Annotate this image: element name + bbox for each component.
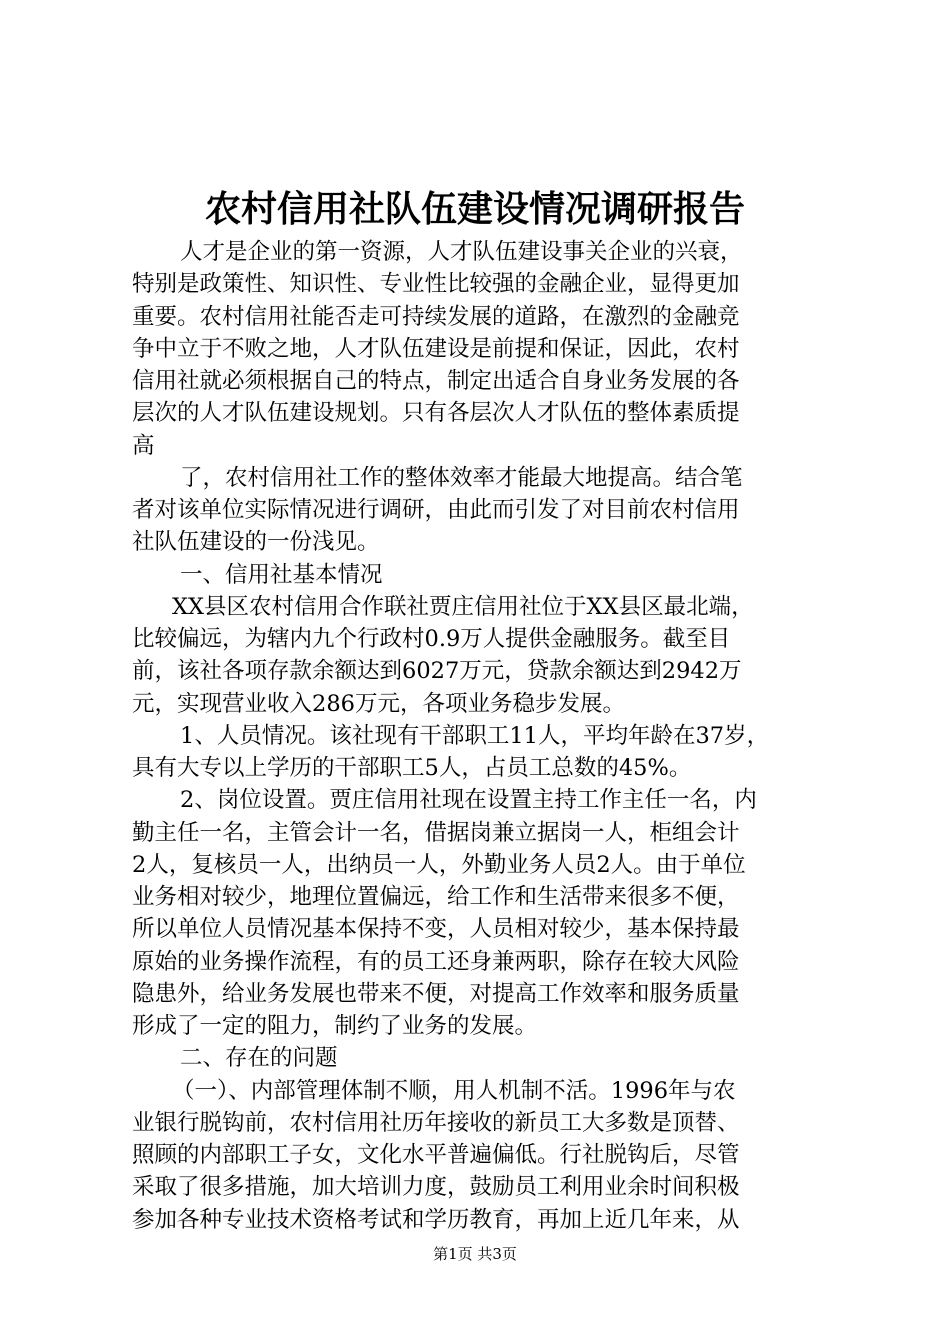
text-line: 信用社就必须根据自己的特点，制定出适合自身业务发展的各 <box>132 368 740 394</box>
text-line: 勤主任一名，主管会计一名，借据岗兼立据岗一人，柜组会计 <box>132 819 740 846</box>
text-line: 参加各种专业技术资格考试和学历教育，再加上近几年来，从 <box>132 1206 740 1233</box>
page-footer: 第1页 共3页 <box>433 1245 517 1263</box>
text-line: 人才是企业的第一资源，人才队伍建设事关企业的兴衰， <box>180 239 743 265</box>
text-line: 1、人员情况。该社现有干部职工11人，平均年龄在37岁， <box>180 722 770 749</box>
text-line: 业银行脱钩前，农村信用社历年接收的新员工大多数是顶替、 <box>132 1109 740 1136</box>
text-line: 重要。农村信用社能否走可持续发展的道路，在激烈的金融竞 <box>132 303 740 330</box>
text-line: 所以单位人员情况基本保持不变，人员相对较少，基本保持最 <box>132 916 740 943</box>
document-title: 农村信用社队伍建设情况调研报告 <box>204 188 745 230</box>
text-line: 照顾的内部职工子女，文化水平普遍偏低。行社脱钩后，尽管 <box>132 1142 740 1168</box>
text-line: 高 <box>132 432 155 459</box>
text-line: （一）、内部管理体制不顺，用人机制不活。1996年与农 <box>172 1077 736 1104</box>
text-line: 前，该社各项存款余额达到6027万元，贷款余额达到2942万 <box>132 658 742 685</box>
section-heading: 一、信用社基本情况 <box>180 561 383 588</box>
text-line: 社队伍建设的一份浅见。 <box>132 529 380 556</box>
text-line: 2、岗位设置。贾庄信用社现在设置主持工作主任一名，内 <box>180 787 757 814</box>
text-line: 元，实现营业收入286万元，各项业务稳步发展。 <box>132 690 625 717</box>
text-line: 采取了很多措施，加大培训力度，鼓励员工利用业余时间积极 <box>132 1174 740 1201</box>
text-line: XX县区农村信用合作联社贾庄信用社位于XX县区最北端， <box>172 593 754 620</box>
text-line: 了，农村信用社工作的整体效率才能最大地提高。结合笔 <box>180 464 743 491</box>
document-body <box>132 236 832 1236</box>
section-heading: 二、存在的问题 <box>180 1045 338 1072</box>
text-line: 隐患外，给业务发展也带来不便，对提高工作效率和服务质量 <box>132 980 740 1007</box>
text-line: 原始的业务操作流程，有的员工还身兼两职，除存在较大风险 <box>132 948 740 975</box>
text-line: 比较偏远，为辖内九个行政村0.9万人提供金融服务。截至目 <box>132 626 731 652</box>
text-line: 层次的人才队伍建设规划。只有各层次人才队伍的整体素质提 <box>132 400 740 427</box>
text-line: 形成了一定的阻力，制约了业务的发展。 <box>132 1013 538 1039</box>
text-line: 特别是政策性、知识性、专业性比较强的金融企业，显得更加 <box>132 271 740 298</box>
text-line: 争中立于不败之地，人才队伍建设是前提和保证，因此，农村 <box>132 335 740 362</box>
text-line: 业务相对较少，地理位置偏远，给工作和生活带来很多不便， <box>132 884 740 910</box>
text-line: 者对该单位实际情况进行调研，由此而引发了对目前农村信用 <box>132 497 740 523</box>
text-line: 2人，复核员一人，出纳员一人，外勤业务人员2人。由于单位 <box>132 851 746 878</box>
text-line: 具有大专以上学历的干部职工5人，占员工总数的45%。 <box>132 755 692 781</box>
